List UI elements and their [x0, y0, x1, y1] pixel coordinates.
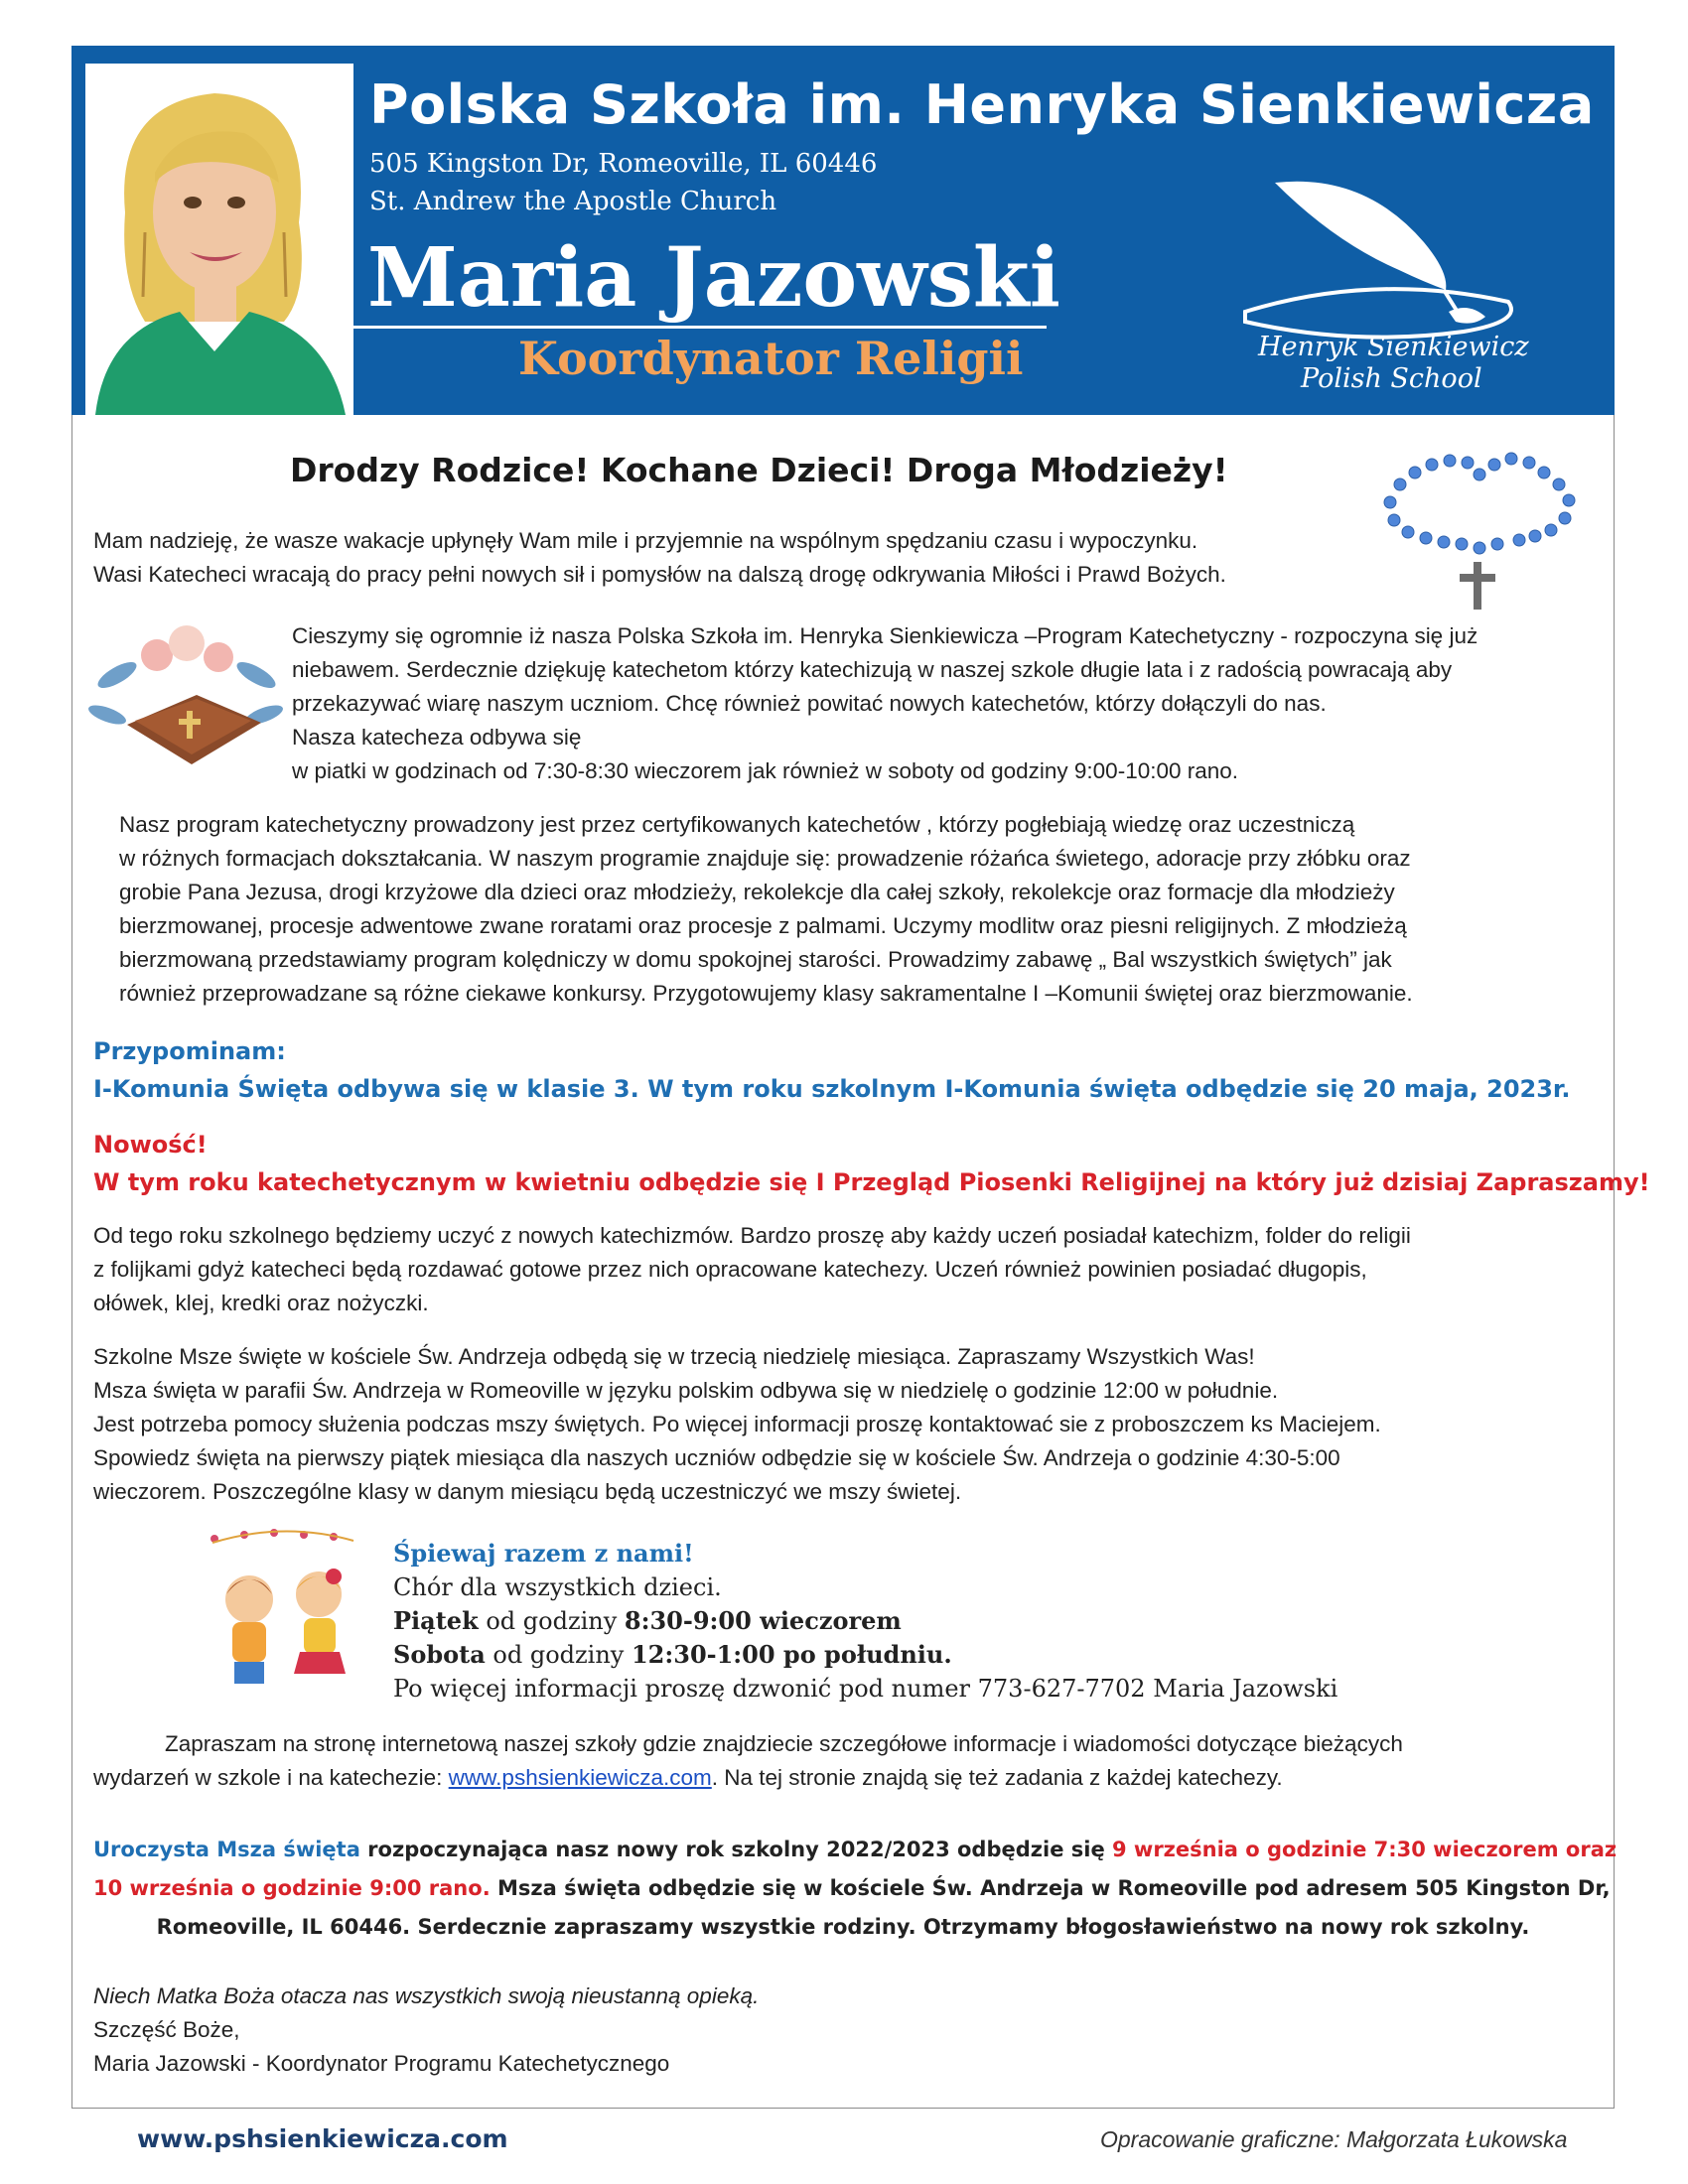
person-role: Koordynator Religii [518, 332, 1024, 385]
singing-kids-icon [205, 1525, 363, 1708]
welcome-line: w piatki w godzinach od 7:30-8:30 wieczorem jak również w soboty od godziny 9:00-10:00 rano. [292, 758, 1239, 783]
coordinator-portrait [85, 64, 353, 415]
choir-saturday-time: 12:30-1:00 po południu. [631, 1640, 952, 1669]
mass-line: Msza święta w parafii Św. Andrzeja w Romeoville w języku polskim odbywa się w niedzielę o godzinie 12:00 w południe. [93, 1378, 1279, 1403]
opening-mass-line2 [93, 1869, 1611, 1908]
school-address: 505 Kingston Dr, Romeoville, IL 60446 [369, 149, 878, 179]
choir-friday-time: 8:30-9:00 wieczorem [624, 1606, 902, 1635]
person-name: Maria Jazowski [367, 230, 1060, 326]
choir-title: Śpiewaj razem z nami! [393, 1539, 694, 1568]
books-line: z folijkami gdyż katecheci będą rozdawać gotowe przez nich opracowane katechezy. Uczeń również powinien posiadać długopis, [93, 1257, 1367, 1282]
program-line: Nasz program katechetyczny prowadzony jest przez certyfikowanych katechetów , którzy pogłebiają wiedzę oraz uczestniczą [119, 812, 1355, 837]
mass-line: Szkolne Msze święte w kościele Św. Andrzeja odbędą się w trzecią niedzielę miesiąca. Zapraszamy Wszystkich Was! [93, 1344, 1255, 1369]
name-underline [332, 326, 1047, 329]
welcome-line: Cieszymy się ogromnie iż nasza Polska Szkoła im. Henryka Sienkiewicza –Program Katechetyczny - rozpoczyna się już [292, 623, 1478, 648]
reminder-text: I-Komunia Święta odbywa się w klasie 3. W tym roku szkolnym I-Komunia święta odbędzie się 20 maja, 2023r. [93, 1075, 1571, 1103]
books-line: ołówek, klej, kredki oraz nożyczki. [93, 1291, 429, 1315]
website-line1: Zapraszam na stronę internetową naszej szkoły gdzie znajdziecie szczegółowe informacje i wiadomości dotyczące bieżących [165, 1731, 1403, 1756]
closing-blessing: Niech Matka Boża otacza nas wszystkich swoją nieustanną opieką. [93, 1983, 760, 2008]
closing-section [93, 1979, 759, 2081]
choir-subtitle: Chór dla wszystkich dzieci. [393, 1573, 722, 1601]
choir-saturday-day: Sobota [393, 1640, 486, 1669]
opening-mass-date2: 10 września o godzinie 9:00 rano. [93, 1876, 491, 1900]
program-line: bierzmowanej, procesje adwentowe zwane roratami oraz procesje z palmami. Uczymy modlitw oraz piesni religijnych. Z młodzieżą [119, 913, 1407, 938]
books-line: Od tego roku szkolnego będziemy uczyć z nowych katechizmów. Bardzo proszę aby każdy uczeń posiadał katechizm, folder do religii [93, 1223, 1411, 1248]
logo-text-line2: Polish School [1301, 363, 1482, 394]
mass-line: Jest potrzeba pomocy służenia podczas mszy świętych. Po więcej informacji proszę kontaktować sie z proboszczem ks Maciejem. [93, 1412, 1381, 1436]
choir-contact: Po więcej informacji proszę dzwonić pod numer 773-627-7702 Maria Jazowski [393, 1675, 1338, 1703]
reminder-section [93, 1032, 1570, 1108]
opening-mass-part2: Msza święta odbędzie się w kościele Św. Andrzeja w Romeoville pod adresem 505 Kingston Dr, [490, 1876, 1611, 1900]
choir-friday-mid: od godziny [478, 1607, 625, 1635]
program-line: w różnych formacjach dokształcania. W naszym programie znajduje się: prowadzenie różańca świetego, adoracje przy złóbku oraz [119, 846, 1411, 871]
news-text: W tym roku katechetycznym w kwietniu odbędzie się I Przegląd Piosenki Religijnej na który już dzisiaj Zapraszamy! [93, 1168, 1650, 1196]
choir-section [393, 1537, 1337, 1706]
mass-line: wieczorem. Poszczególne klasy w danym miesiącu będą uczestniczyć we mszy świetej. [93, 1479, 962, 1504]
news-title: Nowość! [93, 1131, 208, 1159]
mass-line: Spowiedz święta na pierwszy piątek miesiąca dla naszych uczniów odbędzie się w kościele Św. Andrzeja o godzinie 4:30-5:00 [93, 1445, 1340, 1470]
choir-saturday-mid: od godziny [485, 1641, 632, 1669]
closing-farewell: Szczęść Boże, [93, 2017, 240, 2042]
program-line: bierzmowaną przedstawiamy program kolędniczy w domu spokojnej starości. Prowadzimy zabawę „ Bal wszystkich świętych” jak [119, 947, 1392, 972]
reminder-title: Przypominam: [93, 1037, 286, 1065]
mass-paragraph [93, 1340, 1381, 1509]
choir-friday-day: Piątek [393, 1606, 479, 1635]
opening-mass-date1: 9 września o godzinie 7:30 wieczorem oraz [1112, 1838, 1618, 1861]
website-paragraph [93, 1727, 1403, 1795]
welcome-paragraph [292, 619, 1477, 788]
bible-flowers-icon [87, 615, 284, 774]
logo-text-line1: Henryk Sienkiewicz [1258, 332, 1529, 362]
rosary-icon [1370, 445, 1599, 623]
opening-mass-announcement [93, 1831, 1618, 1947]
news-section [93, 1126, 1650, 1201]
school-name: Polska Szkoła im. Henryka Sienkiewicza [369, 73, 1595, 136]
opening-mass-line1 [93, 1831, 1618, 1869]
opening-mass-blue: Uroczysta Msza święta [93, 1838, 360, 1861]
website-link[interactable]: www.pshsienkiewicza.com [448, 1765, 712, 1790]
website-suffix: . Na tej stronie znajdą się też zadania z każdej katechezy. [711, 1765, 1283, 1790]
header-banner [71, 46, 1615, 415]
intro-line: Wasi Katecheci wracają do pracy pełni nowych sił i pomysłów na dalszą drogę odkrywania Miłości i Prawd Bożych. [93, 562, 1226, 587]
choir-friday [393, 1604, 1337, 1638]
intro-line: Mam nadzieję, że wasze wakacje upłynęły Wam mile i przyjemnie na wspólnym spędzaniu czasu i wypoczynku. [93, 528, 1198, 553]
letter-greeting: Drodzy Rodzice! Kochane Dzieci! Droga Młodzieży! [290, 451, 1228, 489]
footer-url[interactable]: www.pshsienkiewicza.com [137, 2124, 508, 2153]
program-line: również przeprowadzane są różne ciekawe konkursy. Przygotowujemy klasy sakramentalne I –Komunii świętej oraz bierzmowanie. [119, 981, 1413, 1006]
intro-paragraph [93, 524, 1226, 592]
website-line2 [93, 1761, 1403, 1795]
opening-mass-part1: rozpoczynająca nasz nowy rok szkolny 2022/2023 odbędzie się [359, 1838, 1112, 1861]
program-line: grobie Pana Jezusa, drogi krzyżowe dla dzieci oraz młodzieży, rekolekcje dla całej szkoły, rekolekcje oraz formacje dla młodzieży [119, 880, 1395, 904]
opening-mass-line3: Romeoville, IL 60446. Serdecznie zapraszamy wszystkie rodziny. Otrzymamy błogosławieństwo na nowy rok szkolny. [156, 1915, 1530, 1939]
books-paragraph [93, 1219, 1411, 1320]
welcome-line: przekazywać wiarę naszym uczniom. Chcę również powitać nowych katechetów, którzy dołączyli do nas. [292, 691, 1327, 716]
website-prefix: wydarzeń w szkole i na katechezie: [93, 1765, 449, 1790]
welcome-line: Nasza katecheza odbywa się [292, 725, 582, 750]
welcome-line: niebawem. Serdecznie dziękuję katechetom którzy katechizują w naszej szkole długie lata i z radością powracają aby [292, 657, 1453, 682]
program-paragraph [119, 808, 1413, 1011]
choir-saturday [393, 1638, 1337, 1672]
school-church: St. Andrew the Apostle Church [369, 187, 777, 216]
closing-signature: Maria Jazowski - Koordynator Programu Katechetycznego [93, 2051, 670, 2076]
footer-credit: Opracowanie graficzne: Małgorzata Łukowska [1100, 2126, 1568, 2152]
